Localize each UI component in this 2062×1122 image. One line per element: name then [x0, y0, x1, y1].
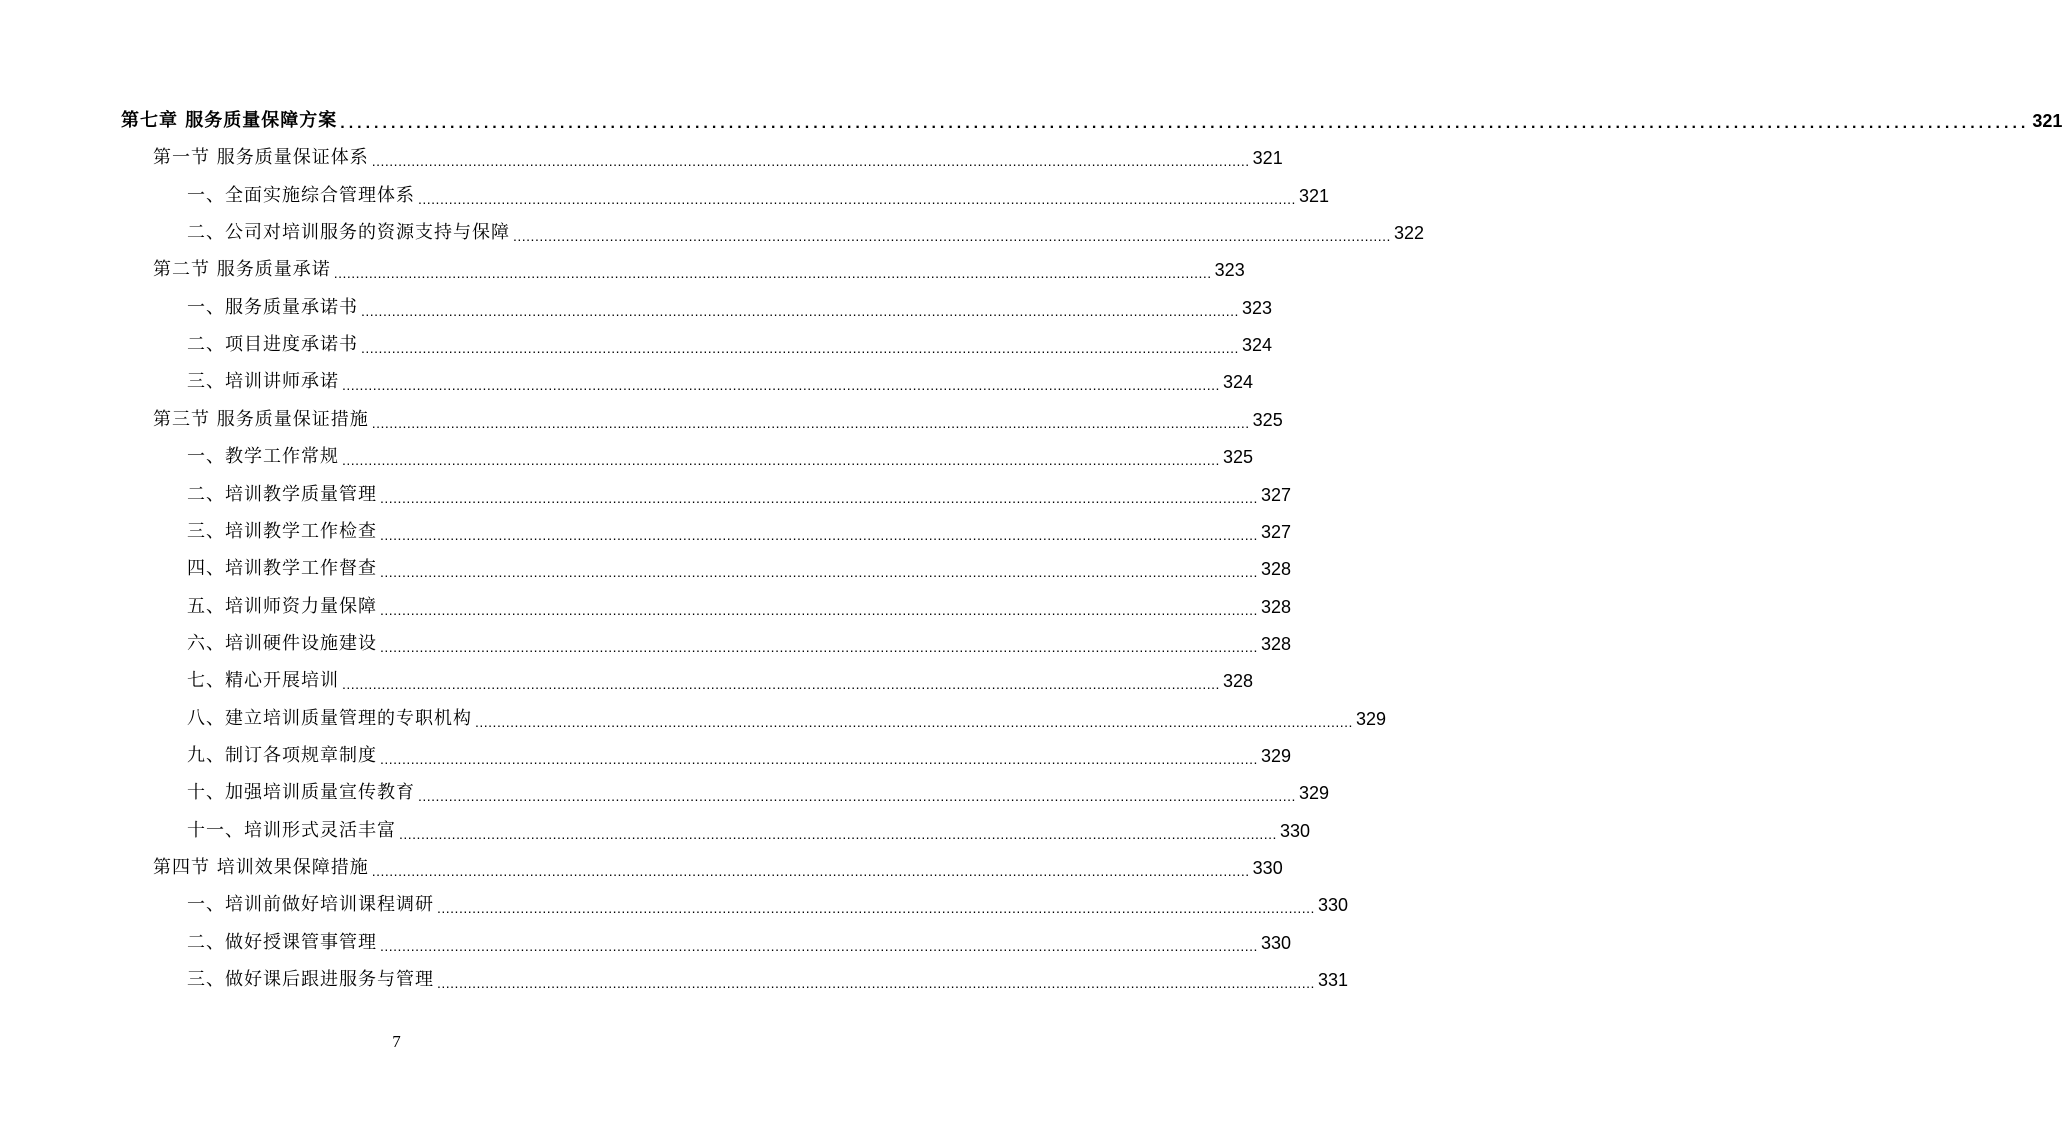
- toc-entry-page: 321: [1252, 148, 1283, 169]
- toc-dot-leader: ........................................................................................................................................................................................................: [361, 302, 1239, 319]
- toc-item-entry[interactable]: [187, 664, 1253, 694]
- toc-item-entry[interactable]: [187, 365, 1253, 395]
- toc-entry-title: 一、全面实施综合管理体系: [187, 184, 415, 206]
- toc-item-entry[interactable]: [187, 963, 1348, 993]
- toc-entry-page: 328: [1260, 596, 1291, 617]
- toc-entry-title: 第三节 服务质量保证措施: [153, 408, 369, 430]
- toc-dot-leader: ........................................................................................................................................................................................................: [340, 115, 2030, 132]
- toc-entry-title: 一、培训前做好培训课程调研: [187, 894, 434, 916]
- toc-dot-leader: ........................................................................................................................................................................................................: [380, 750, 1258, 767]
- toc-dot-leader: ........................................................................................................................................................................................................: [418, 788, 1296, 805]
- toc-entry-title: 三、培训讲师承诺: [187, 371, 339, 393]
- toc-entry-page: 321: [1298, 185, 1329, 206]
- toc-item-entry[interactable]: [187, 776, 1329, 806]
- toc-entry-title: 十一、培训形式灵活丰富: [187, 819, 396, 841]
- toc-section-entry[interactable]: [153, 253, 1245, 283]
- toc-dot-leader: ........................................................................................................................................................................................................: [342, 676, 1220, 693]
- toc-entry-title: 第一节 服务质量保证体系: [153, 147, 369, 169]
- toc-item-entry[interactable]: [187, 590, 1291, 620]
- toc-entry-page: 323: [1214, 260, 1245, 281]
- toc-dot-leader: ........................................................................................................................................................................................................: [380, 526, 1258, 543]
- toc-entry-page: 331: [1317, 970, 1348, 991]
- toc-entry-title: 三、做好课后跟进服务与管理: [187, 969, 434, 991]
- toc-entry-page: 322: [1393, 223, 1424, 244]
- toc-dot-leader: ........................................................................................................................................................................................................: [380, 601, 1258, 618]
- toc-entry-title: 三、培训教学工作检查: [187, 520, 377, 542]
- toc-item-entry[interactable]: [187, 552, 1291, 582]
- toc-dot-leader: ........................................................................................................................................................................................................: [371, 414, 1250, 431]
- toc-dot-leader: ........................................................................................................................................................................................................: [380, 638, 1258, 655]
- toc-entry-page: 329: [1260, 745, 1291, 766]
- toc-entry-title: 九、制订各项规章制度: [187, 744, 377, 766]
- toc-dot-leader: ........................................................................................................................................................................................................: [399, 825, 1277, 842]
- toc-dot-leader: ........................................................................................................................................................................................................: [333, 265, 1212, 282]
- toc-entry-title: 二、培训教学质量管理: [187, 483, 377, 505]
- toc-dot-leader: ........................................................................................................................................................................................................: [361, 340, 1239, 357]
- toc-entry-title: 一、服务质量承诺书: [187, 296, 358, 318]
- toc-entry-page: 329: [1355, 708, 1386, 729]
- toc-entry-page: 330: [1279, 820, 1310, 841]
- toc-entry-title: 五、培训师资力量保障: [187, 595, 377, 617]
- toc-entry-title: 四、培训教学工作督查: [187, 558, 377, 580]
- toc-entry-title: 一、教学工作常规: [187, 446, 339, 468]
- toc-dot-leader: ........................................................................................................................................................................................................: [418, 190, 1296, 207]
- toc-dot-leader: ........................................................................................................................................................................................................: [380, 489, 1258, 506]
- toc-entry-page: 328: [1222, 671, 1253, 692]
- toc-entry-page: 321: [2032, 111, 2062, 131]
- toc-entry-page: 328: [1260, 633, 1291, 654]
- toc-section-entry[interactable]: [153, 851, 1283, 881]
- toc-entry-page: 330: [1260, 932, 1291, 953]
- toc-chapter-entry[interactable]: [121, 104, 2062, 134]
- toc-dot-leader: ........................................................................................................................................................................................................: [437, 975, 1315, 992]
- toc-dot-leader: ........................................................................................................................................................................................................: [475, 713, 1353, 730]
- toc-item-entry[interactable]: [187, 702, 1386, 732]
- toc-entry-title: 第七章 服务质量保障方案: [121, 110, 338, 131]
- toc-entry-page: 327: [1260, 484, 1291, 505]
- toc-entry-page: 324: [1241, 335, 1272, 356]
- toc-entry-title: 第四节 培训效果保障措施: [153, 857, 369, 878]
- toc-entry-page: 328: [1260, 559, 1291, 580]
- toc-item-entry[interactable]: [187, 478, 1291, 508]
- toc-entry-title: 六、培训硬件设施建设: [187, 632, 377, 654]
- toc-item-entry[interactable]: [187, 179, 1329, 209]
- toc-entry-title: 十、加强培训质量宣传教育: [187, 782, 415, 804]
- toc-item-entry[interactable]: [187, 926, 1291, 956]
- toc-entry-title: 二、做好授课管事管理: [187, 931, 377, 953]
- toc-section-entry[interactable]: [153, 403, 1283, 433]
- toc-dot-leader: ........................................................................................................................................................................................................: [380, 937, 1258, 954]
- toc-entry-page: 330: [1317, 895, 1348, 916]
- page-number: 7: [392, 1032, 401, 1051]
- toc-entry-page: 329: [1298, 783, 1329, 804]
- toc-entry-title: 第二节 服务质量承诺: [153, 259, 331, 281]
- toc-item-entry[interactable]: [187, 739, 1291, 769]
- toc-dot-leader: ........................................................................................................................................................................................................: [342, 377, 1220, 394]
- toc-dot-leader: ........................................................................................................................................................................................................: [342, 452, 1220, 469]
- toc-dot-leader: ........................................................................................................................................................................................................: [513, 228, 1391, 245]
- toc-item-entry[interactable]: [187, 216, 1424, 246]
- toc-dot-leader: ........................................................................................................................................................................................................: [371, 863, 1250, 879]
- toc-entry-page: 330: [1252, 858, 1283, 878]
- toc-dot-leader: ........................................................................................................................................................................................................: [380, 564, 1258, 581]
- toc-dot-leader: ........................................................................................................................................................................................................: [371, 153, 1250, 170]
- toc-item-entry[interactable]: [187, 888, 1348, 918]
- toc-item-entry[interactable]: [187, 627, 1291, 657]
- toc-item-entry[interactable]: [187, 515, 1291, 545]
- toc-entry-title: 二、项目进度承诺书: [187, 334, 358, 356]
- toc-entry-page: 327: [1260, 521, 1291, 542]
- toc-item-entry[interactable]: [187, 440, 1253, 470]
- toc-entry-title: 二、公司对培训服务的资源支持与保障: [187, 222, 510, 244]
- toc-entry-page: 323: [1241, 297, 1272, 318]
- toc-entry-page: 325: [1252, 409, 1283, 430]
- toc-entry-title: 八、建立培训质量管理的专职机构: [187, 707, 472, 729]
- toc-entry-page: 324: [1222, 372, 1253, 393]
- toc-dot-leader: ........................................................................................................................................................................................................: [437, 900, 1315, 917]
- toc-item-entry[interactable]: [187, 814, 1310, 844]
- toc-item-entry[interactable]: [187, 328, 1272, 358]
- toc-section-entry[interactable]: [153, 141, 1283, 171]
- toc-entry-page: 325: [1222, 447, 1253, 468]
- toc-item-entry[interactable]: [187, 291, 1272, 321]
- toc-entry-title: 七、精心开展培训: [187, 670, 339, 692]
